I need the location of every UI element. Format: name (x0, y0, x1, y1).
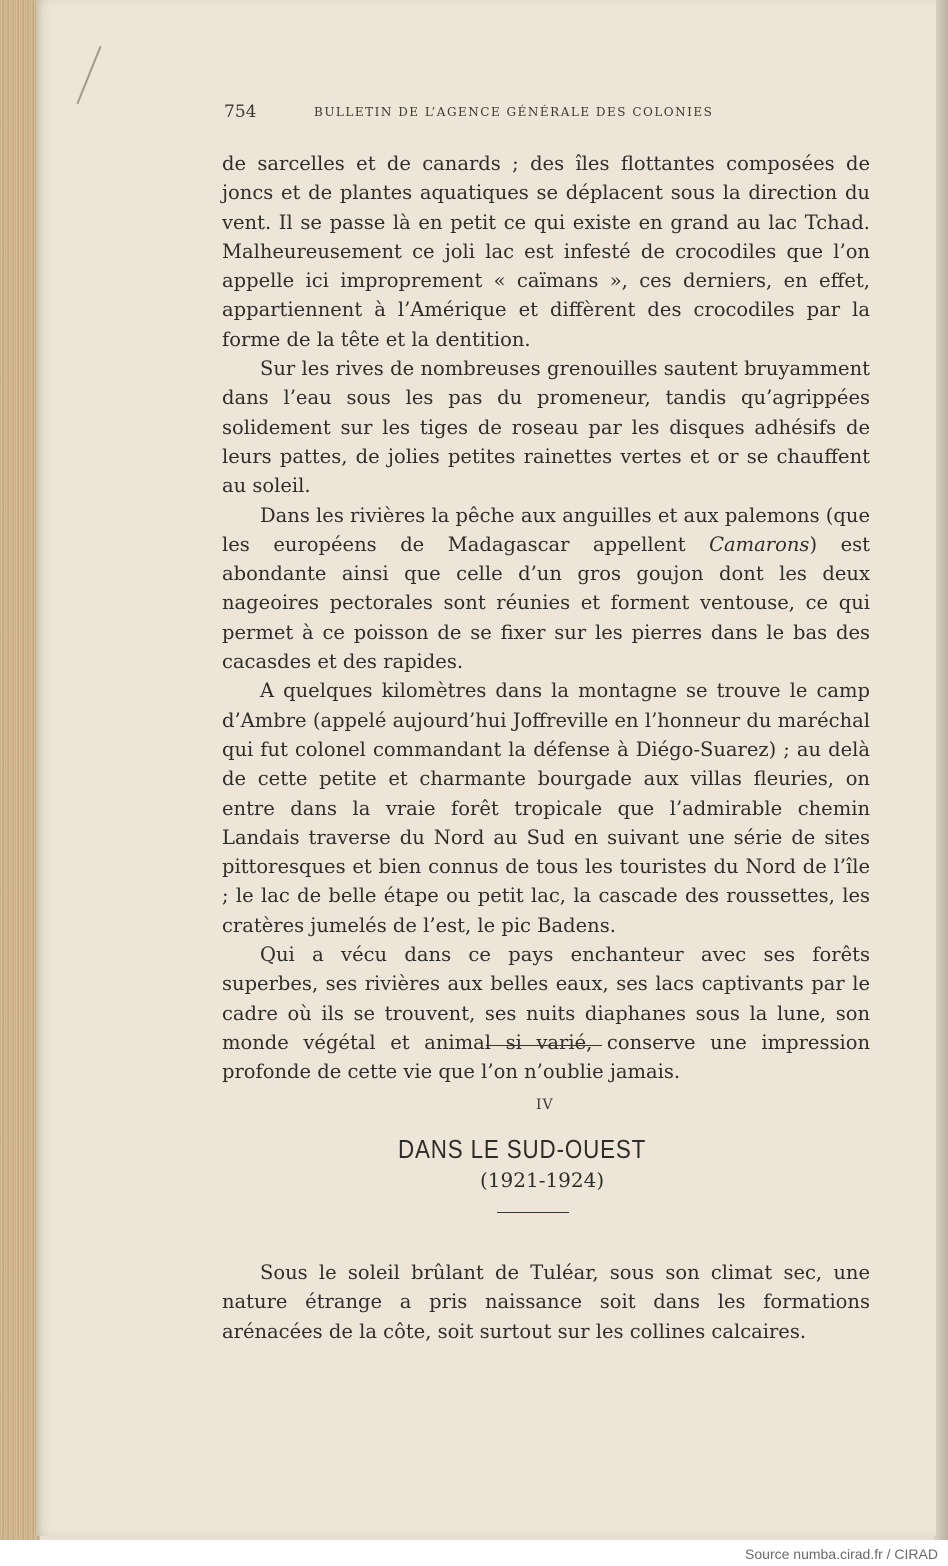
paragraph-lake: de sarcelles et de canards ; des îles flottantes composées de joncs et de plantes aquatiques se déplacent sous la direction du vent. Il se passe là en petit ce qui existe en grand au lac Tchad. Malheureusement ce joli lac est infesté de crocodiles que l’on appelle ici improprement « caïmans », ces derniers, en effet, appartiennent à l’Amérique et diffèrent des crocodiles par la forme de la tête et la dentition. (222, 152, 870, 351)
pencil-mark (76, 46, 101, 104)
body-text (222, 149, 870, 1087)
paragraph-mountain: A quelques kilomètres dans la montagne se trouve le camp d’Ambre (appelé aujourd’hui Joffreville en l’honneur du maréchal qui fut colonel commandant la défense à Diégo-Suarez) ; au delà de cette petite et charmante bourgade aux villas fleuries, on entre dans la vraie forêt tropicale que l’admirable chemin Landais traverse du Nord au Sud en suivant une série de sites pittoresques et bien connus de tous les touristes du Nord de l’île ; le lac de belle étape ou petit lac, la cascade des roussettes, les cratères jumelés de l’est, le pic Badens. (222, 679, 870, 937)
book-page-edges (0, 0, 40, 1540)
section-title-underline (497, 1212, 569, 1213)
paragraph-tulear: Sous le soleil brûlant de Tuléar, sous son climat sec, une nature étrange a pris naissance soit dans les formations arénacées de la côte, soit surtout sur les collines calcaires. (222, 1261, 870, 1343)
source-credit: Source numba.cirad.fr / CIRAD (745, 1546, 938, 1562)
running-head (224, 102, 774, 126)
page-number: 754 (224, 102, 257, 122)
section-number: IV (536, 1097, 554, 1113)
paragraph-frogs: Sur les rives de nombreuses grenouilles sautent bruyamment dans l’eau sous les pas du promeneur, tandis qu’agrippées solidement sur les tiges de roseau par les disques adhésifs de leurs pattes, de jolies petites rainettes vertes et or se chauffent au soleil. (222, 357, 870, 498)
paragraph-memories: Qui a vécu dans ce pays enchanteur avec ses forêts superbes, ses rivières aux belles eaux, ses lacs captivants par le cadre où ils se trouvent, ses nuits diaphanes sous la lune, son monde végétal et animal si varié, conserve une impression profonde de cette vie que l’on n’oublie jamais. (222, 943, 870, 1084)
section-dates: (1921-1924) (480, 1168, 605, 1192)
fishing-text-end: ) est abondante ainsi que celle d’un gros goujon dont les deux nageoires pectorales sont réunies et forment ventouse, ce qui permet à ce poisson de se fixer sur les pierres dans le bas des cacasdes et des rapides. (222, 532, 870, 674)
camarons-italic: Camarons (709, 532, 810, 556)
fishing-text-start: Dans les rivières la pêche aux anguilles et aux palemons (que les européens de Madagascar appellent (222, 503, 870, 556)
section-title: DANS LE SUD-OUEST (398, 1134, 647, 1164)
paragraph-fishing (222, 501, 870, 677)
bulletin-title: BULLETIN DE L’AGENCE GÉNÉRALE DES COLONIES (314, 105, 714, 119)
section-divider-rule (486, 1045, 602, 1046)
scan-right-border (934, 0, 948, 1540)
section-body (222, 1258, 870, 1346)
